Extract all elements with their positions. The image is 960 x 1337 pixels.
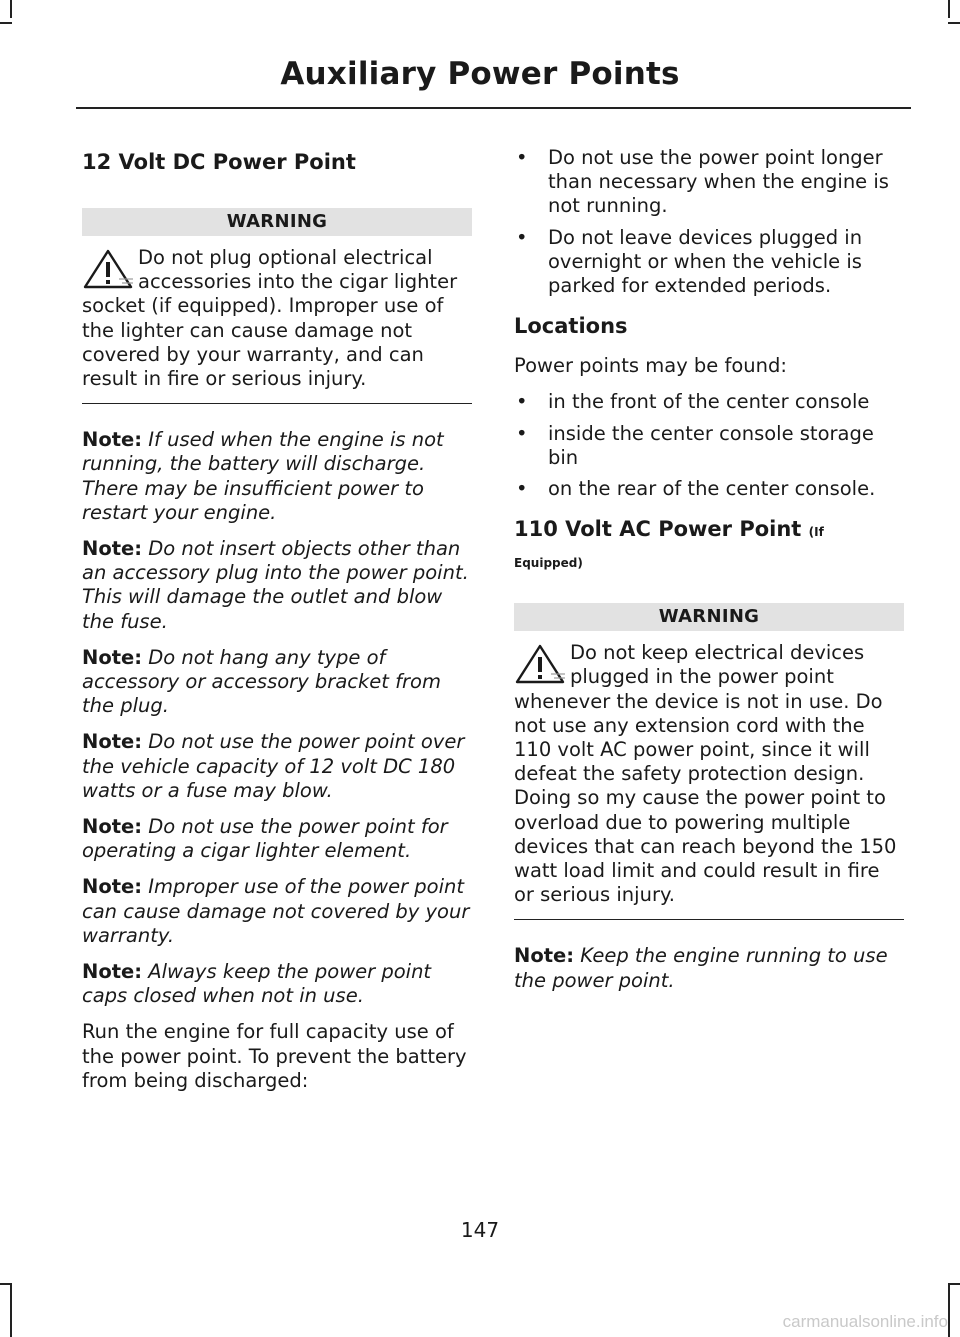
bullet-icon: •	[516, 390, 528, 414]
body-paragraph: Run the engine for full capacity use of the power point. To prevent the battery from being discharged:	[82, 1020, 467, 1092]
warning-text: Do not keep electrical devices plugged in the power point whenever the device is not in use. Do not use any extension cord with the 110 volt AC power point, since it will defeat the safety protection design. Doing so my cause the power point to overload due to powering multiple devices that can reach beyond the 150 watt load limit and could result in fire or serious injury.	[514, 641, 897, 907]
note-text: If used when the engine is not running, the battery will discharge. There may be insufficient power to restart your engine.	[82, 428, 444, 524]
list-item-text: on the rear of the center console.	[548, 477, 876, 501]
note-label: Note:	[82, 960, 143, 984]
note-text: Do not insert objects other than an accessory plug into the power point. This will damage the outlet and blow the fuse.	[82, 537, 469, 633]
warning-box	[82, 236, 472, 403]
crop-mark-bottom-left-v	[10, 1283, 12, 1337]
note-text: Keep the engine running to use the power point.	[514, 944, 888, 992]
note	[82, 875, 472, 948]
warning-header: WARNING	[82, 208, 472, 236]
note-text: Do not use the power point over the vehicle capacity of 12 volt DC 180 watts or a fuse may blow.	[82, 730, 465, 802]
watermark-text: carmanualsonline.info	[782, 1312, 948, 1331]
notes-list	[82, 428, 472, 1008]
bullet-icon: •	[516, 225, 528, 249]
note-label: Note:	[82, 730, 143, 754]
note-label: Note:	[82, 875, 143, 899]
note-label: Note:	[82, 815, 143, 839]
bullet-icon: •	[516, 421, 528, 445]
section-heading-110v-suffix-2: Equipped)	[514, 556, 583, 571]
page-header-title: Auxiliary Power Points	[280, 56, 680, 92]
crop-mark-top-left-h	[0, 22, 12, 24]
page-number: 147	[460, 1218, 500, 1242]
list-item-text: Do not leave devices plugged in overnight or when the vehicle is parked for extended periods.	[548, 225, 863, 298]
warning-triangle-icon	[514, 643, 566, 685]
note-text: Do not use the power point for operating a cigar lighter element.	[82, 815, 448, 863]
note	[82, 960, 472, 1008]
warning-box	[514, 631, 904, 919]
note	[82, 646, 472, 719]
crop-mark-top-right-h	[948, 22, 960, 24]
section-heading-110v	[514, 515, 904, 577]
locations-intro: Power points may be found:	[514, 354, 787, 378]
bullet-list-top	[514, 146, 904, 298]
note-text: Improper use of the power point can cause damage not covered by your warranty.	[82, 875, 470, 947]
list-item	[514, 226, 904, 299]
crop-mark-bottom-right-v	[948, 1283, 950, 1337]
list-item	[514, 422, 904, 470]
note	[82, 815, 472, 863]
list-item-text: inside the center console storage bin	[548, 421, 874, 469]
right-column	[514, 146, 904, 1005]
note	[82, 428, 472, 525]
note-label: Note:	[82, 645, 143, 669]
note	[82, 537, 472, 634]
note	[514, 944, 904, 992]
warning-triangle-icon	[82, 248, 134, 290]
list-item-text: Do not use the power point longer than necessary when the engine is not running.	[548, 146, 889, 218]
note-label: Note:	[514, 944, 575, 968]
crop-mark-top-right-v	[948, 0, 950, 18]
section-heading-110v-suffix: (If	[808, 525, 824, 540]
section-heading-locations: Locations	[514, 314, 628, 339]
crop-mark-top-left-v	[10, 0, 12, 18]
warning-rule	[514, 919, 904, 920]
crop-mark-bottom-left-h	[0, 1283, 12, 1285]
crop-mark-bottom-right-h	[948, 1283, 960, 1285]
list-item	[514, 390, 904, 414]
bullet-icon: •	[516, 477, 528, 501]
note-label: Note:	[82, 537, 143, 561]
left-column	[82, 146, 472, 1105]
note-text: Do not hang any type of accessory or accessory bracket from the plug.	[82, 645, 441, 718]
locations-list	[514, 390, 904, 501]
section-heading-12v: 12 Volt DC Power Point	[82, 150, 356, 174]
header-rule	[76, 107, 911, 109]
note-label: Note:	[82, 428, 143, 452]
warning-header: WARNING	[514, 603, 904, 631]
note-text: Always keep the power point caps closed when not in use.	[82, 960, 432, 1008]
list-item	[514, 477, 904, 501]
warning-text: Do not plug optional electrical accessories into the cigar lighter socket (if equipped). Improper use of the lighter can cause damage not covered by your warranty, and can result in fire or serious injury.	[82, 246, 458, 391]
section-heading-110v-text: 110 Volt AC Power Point	[514, 517, 802, 542]
warning-rule	[82, 403, 472, 404]
list-item	[514, 146, 904, 219]
list-item-text: in the front of the center console	[548, 390, 870, 414]
note	[82, 730, 472, 803]
bullet-icon: •	[516, 146, 528, 169]
